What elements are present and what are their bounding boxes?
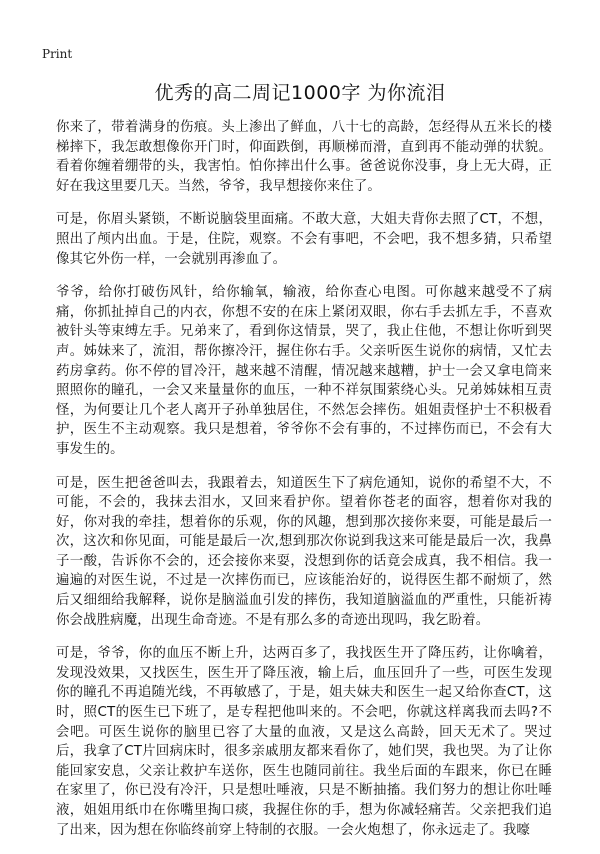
document-body	[56, 118, 552, 854]
paragraph: 可是，你眉头紧锁，不断说脑袋里面痛。不敢大意，大姐夫背你去照了CT，不想，照出了颅内出血。于是，住院，观察。不会有事吧，不会吧，我不想多猜，只希望像其它外伤一样，一会就别再渗血了。	[56, 212, 552, 267]
paragraph: 你来了，带着满身的伤痕。头上渗出了鲜血，八十七的高龄，怎经得从五米长的楼梯摔下，我怎敢想像你开门时，仰面跌倒，再顺梯而滑，直到再不能动弹的状貌。看着你缠着绷带的头，我害怕。怕你摔出什么事。爸爸说你没事，身上无大碍，正好在我这里要几天。当然，爷爷，我早想接你来住了。	[56, 120, 552, 194]
paragraph: 可是，爷爷，你的血压不断上升，达两百多了，我找医生开了降压药，让你噙着，发现没效果，又找医生，医生开了降压液，输上后，血压回升了一些，可医生发现你的瞳孔不再追随光线，不再敏感了，于是，姐夫妹夫和医生一起又给你查CT，这时，照CT的医生已下班了，是专程把他叫来的。不会吧，你就这样离我而去吗?不会吧。可医生说你的脑里已容了大量的血液，又是这么高龄，回天无术了。哭过后，我拿了CT片回病床时，很多亲戚朋友都来看你了，她们哭，我也哭。为了让你能回家安息，父亲让救护车送你，医生也随同前往。我坐后面的车跟来，你已在睡在家里了，你已没有冷汗，只是想吐唾液，只是不断抽搐。我们努力的想让你吐唾液，姐姐用纸巾在你嘴里掏口痰，我握住你的手，想为你减轻痛苦。父亲把我们追了出来，因为想在你临终前穿上特制的衣服。一会火炮想了，你永远走了。我嚎	[56, 646, 552, 838]
print-label: Print	[42, 47, 73, 61]
paragraph: 爷爷，给你打破伤风针，给你输氧，输液，给你查心电图。可你越来越受不了病痛，你抓扯掉自己的内衣，你想不安的在床上紧闭双眼，你右手去抓左手，不喜欢被针头等束缚左手。兄弟来了，看到你这情景，哭了，我止住他，不想让你听到哭声。姊妹来了，流泪，帮你擦冷汗，握住你右手。父亲听医生说你的病情，又忙去药房拿药。你不停的冒冷汗，越来越不清醒，情况越来越糟，护士一会又拿电筒来照照你的瞳孔，一会又来量量你的血压，一种不祥氛围萦绕心头。兄弟姊妹相互责怪，为何要让几个老人离开子孙单独居住，不然怎会摔伤。姐姐责怪护士不积极看护，医生不主动观察。我只是想着，爷爷你不会有事的，不过摔伤而已，不会有大事发生的。	[56, 285, 552, 457]
document-title: 优秀的高二周记1000字 为你流泪	[154, 82, 446, 104]
paragraph: 可是，医生把爸爸叫去，我跟着去，知道医生下了病危通知，说你的希望不大，不可能，不会的，我抹去泪水，又回来看护你。望着你苍老的面容，想着你对我的好，你对我的牵挂，想着你的乐观，你的风趣，想到那次接你来耍，可能是最后一次，这次和你见面，可能是最后一次,想到那次你说到我这来可能是最后一次，我鼻子一酸，告诉你不会的，还会接你来耍，没想到你的话竟会成真，我不相信。我一遍遍的对医生说，不过是一次摔伤而已，应该能治好的，说得医生都不耐烦了，然后又细细给我解释，说你是脑溢血引发的摔伤，我知道脑溢血的严重性，只能祈祷你会战胜病魔，出现生命奇迹。不是有那么多的奇迹出现吗，我乞盼着。	[56, 475, 552, 628]
